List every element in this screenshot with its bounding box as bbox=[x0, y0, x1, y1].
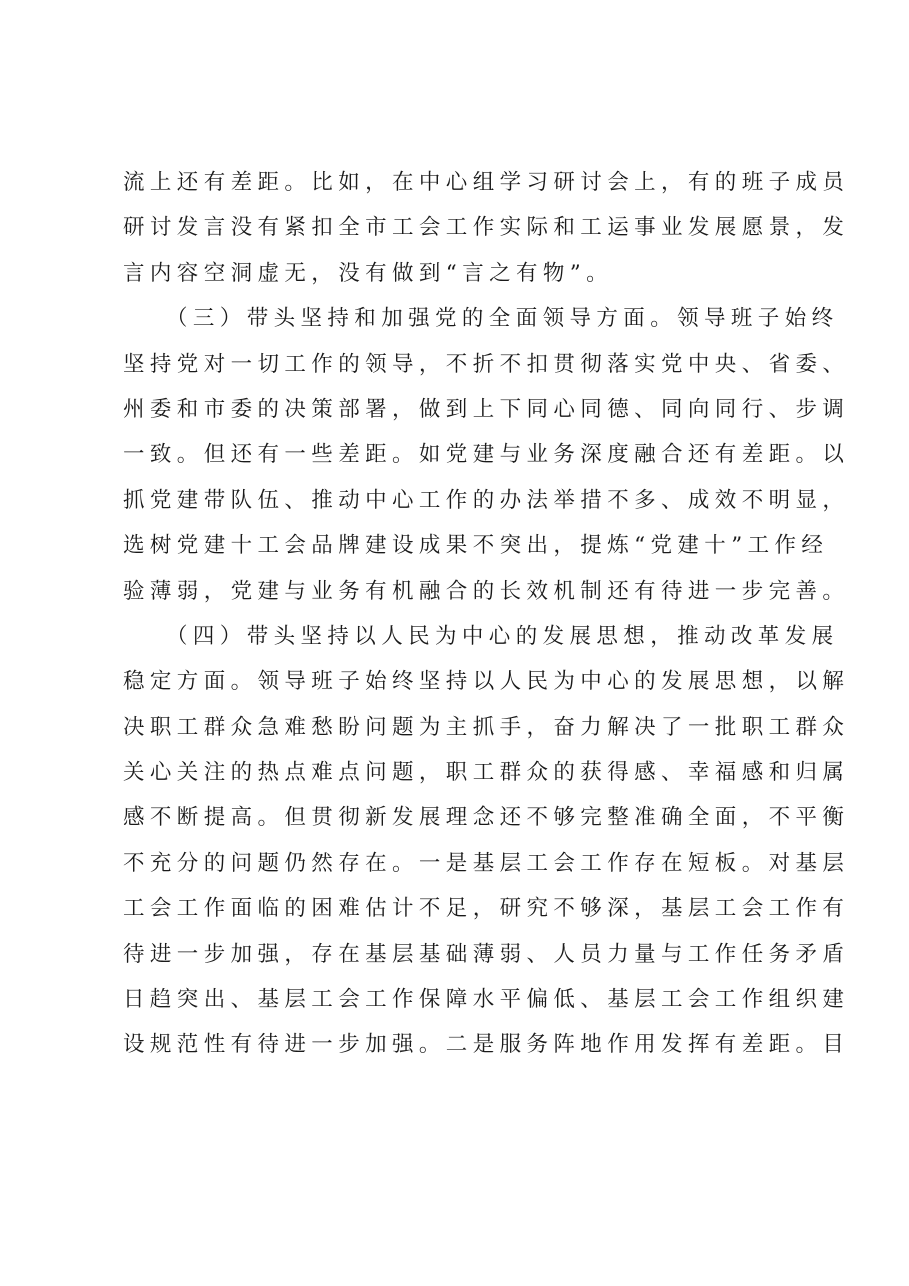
text-line: 流上还有差距。比如，在中心组学习研讨会上，有的班子成员 bbox=[123, 170, 850, 195]
text-line: 选树党建十工会品牌建设成果不突出，提炼“党建十”工作经 bbox=[123, 533, 829, 559]
paragraph-section-four bbox=[123, 614, 850, 1068]
text-line: 稳定方面。领导班子始终坚持以人民为中心的发展思想，以解 bbox=[123, 669, 850, 695]
paragraph-continuation bbox=[123, 160, 850, 296]
text-line: 不充分的问题仍然存在。一是基层工会工作存在短板。对基层 bbox=[123, 850, 850, 876]
text-line: （四）带头坚持以人民为中心的发展思想，推动改革发展 bbox=[166, 623, 839, 649]
text-line: 州委和市委的决策部署，做到上下同心同德、同向同行、步调 bbox=[123, 396, 850, 422]
paragraph-section-three bbox=[123, 296, 850, 614]
text-line: 设规范性有待进一步加强。二是服务阵地作用发挥有差距。目 bbox=[123, 1032, 850, 1058]
text-line: 研讨发言没有紧扣全市工会工作实际和工运事业发展愿景，发 bbox=[123, 215, 850, 241]
text-line: 抓党建带队伍、推动中心工作的办法举措不多、成效不明显， bbox=[123, 487, 850, 513]
text-line: 验薄弱，党建与业务有机融合的长效机制还有待进一步完善。 bbox=[123, 578, 850, 604]
text-line: 感不断提高。但贯彻新发展理念还不够完整准确全面，不平衡 bbox=[123, 805, 850, 831]
text-line: 言内容空洞虚无，没有做到“言之有物”。 bbox=[123, 260, 614, 286]
text-line: （三）带头坚持和加强党的全面领导方面。领导班子始终 bbox=[166, 306, 839, 332]
text-line: 决职工群众急难愁盼问题为主抓手，奋力解决了一批职工群众 bbox=[123, 714, 850, 740]
text-line: 工会工作面临的困难估计不足，研究不够深，基层工会工作有 bbox=[123, 896, 850, 922]
document-body bbox=[123, 160, 850, 1068]
text-line: 坚持党对一切工作的领导，不折不扣贯彻落实党中央、省委、 bbox=[123, 351, 850, 377]
text-line: 日趋突出、基层工会工作保障水平偏低、基层工会工作组织建 bbox=[123, 987, 850, 1013]
text-line: 关心关注的热点难点问题，职工群众的获得感、幸福感和归属 bbox=[123, 760, 850, 786]
text-line: 一致。但还有一些差距。如党建与业务深度融合还有差距。以 bbox=[123, 442, 850, 468]
text-line: 待进一步加强，存在基层基础薄弱、人员力量与工作任务矛盾 bbox=[123, 941, 850, 967]
